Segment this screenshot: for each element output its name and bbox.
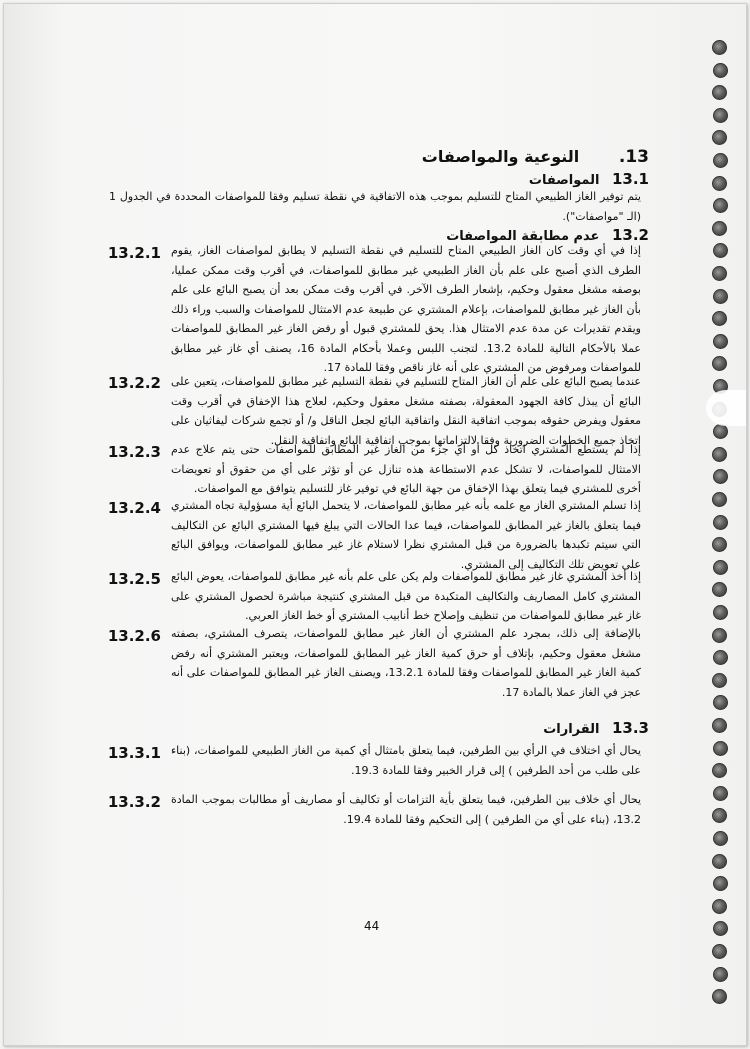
document-page	[3, 3, 747, 1046]
binder-ring	[713, 198, 728, 213]
binder-ring	[713, 741, 728, 756]
binder-ring	[712, 854, 727, 869]
binder-ring	[712, 176, 727, 191]
binder-ring	[712, 311, 727, 326]
binder-ring	[712, 673, 727, 688]
binder-ring	[712, 40, 727, 55]
binder-ring	[713, 424, 728, 439]
binder-ring	[712, 85, 727, 100]
paragraph-13-1: يتم توفير الغاز الطبيعي المتاح للتسليم بموجب هذه الاتفاقية في نقطة تسليم وفقا للمواصفات المحددة في الجدول 1 (الـ "مواصفات").	[109, 190, 641, 223]
binder-ring	[712, 899, 727, 914]
binder-ring	[713, 334, 728, 349]
binder-ring	[713, 515, 728, 530]
binder-ring	[712, 492, 727, 507]
binder-ring	[712, 537, 727, 552]
subsection-title: عدم مطابقة المواصفات	[446, 229, 600, 244]
clause-number: 13.3.1	[107, 744, 161, 762]
subsection-13-1-heading	[109, 170, 649, 188]
binder-ring	[712, 989, 727, 1004]
clause-13-2-5-text: إذا أخذ المشتري غاز غير مطابق للمواصفات ولم يكن على علم بأنه غير مطابق للمواصفات، يعوض البائع المشتري كامل المصاريف والتكاليف المتكبدة من قبل المشتري كنتيجة مباشرة لحصول المشتري على غاز غير مطابق للمواصفات من تنظيف وإصلاح خط أنابيب المشتري أو خط الغاز العربي.	[171, 570, 641, 622]
binder-ring	[713, 786, 728, 801]
binder-ring	[712, 356, 727, 371]
binder-ring	[713, 153, 728, 168]
page-number: 44	[364, 919, 380, 933]
clause-13-2-6-text: بالإضافة إلى ذلك، بمجرد علم المشتري أن الغاز غير مطابق للمواصفات، يتصرف المشتري، بصفته مشغل معقول وحكيم، بإتلاف أو حرق كمية الغاز غير المطابق للمواصفات، ويعتبر المشتري أنه رفض كمية الغاز غير المطابق للمواصفات وفقا للمادة 13.2.1، ويصنف الغاز غير المطابق للمواصفات على أنه عجز في الغاز عملا بالمادة 17.	[171, 627, 641, 699]
binder-ring	[713, 967, 728, 982]
section-title: النوعية والمواصفات	[421, 147, 580, 166]
clause-13-3-2-text: يحال أي خلاف بين الطرفين، فيما يتعلق بأية التزامات أو تكاليف أو مصاريف أو مطالبات بموجب المادة 13.2، (بناء على أي من الطرفين ) إلى التحكيم وفقا للمادة 19.4.	[171, 793, 641, 826]
binder-ring	[713, 243, 728, 258]
clause-number: 13.2.2	[107, 374, 161, 392]
binder-ring	[713, 605, 728, 620]
clause-number: 13.2.5	[107, 570, 161, 588]
binder-ring	[712, 221, 727, 236]
binder-ring	[712, 266, 727, 281]
clause-13-2-3-text: إذا لم يستطع المشتري اتخاذ كل أو أي جزء من الغاز غير المطابق للمواصفات حتى يتم علاج عدم الامتثال للمواصفات، لا تشكل عدم الاستطاعة هذه تنازل عن أو تؤثر على أي من حقوق أو تعويضات أخرى للمشتري فيما يتعلق بهذا الإخفاق من جهة البائع في توفير غاز للتسليم يتوافق مع المواصفات.	[171, 443, 641, 495]
binder-rings	[712, 40, 732, 1040]
punch-hole	[706, 390, 746, 426]
section-heading	[99, 147, 649, 167]
subsection-title: القرارات	[543, 722, 600, 737]
binder-ring	[713, 831, 728, 846]
subsection-13-3-heading	[109, 719, 649, 737]
binder-ring	[713, 108, 728, 123]
binder-ring	[712, 808, 727, 823]
binder-ring	[713, 63, 728, 78]
clause-13-2-2-text: عندما يصبح البائع على علم أن الغاز المتاح للتسليم في نقطة التسليم غير مطابق للمواصفات، يتعين على البائع أن يبذل كافة الجهود المعقولة، بصفته مشغل معقول وحكيم، لعلاج هذا الإخفاق في أقرب وقت معقول ويفرض حقوقه بموجب اتفاقية النقل واتفاقية البائع لجعل الناقل و/ أو تجمع شركات ليفاثيان على اتخاذ جميع الخطوات الضرورية وفقا لالتزاماتها بموجب اتفاقية البائع واتفاقية النقل.	[171, 375, 641, 447]
binder-ring	[713, 469, 728, 484]
binder-ring	[713, 650, 728, 665]
clause-number: 13.2.4	[107, 499, 161, 517]
binder-ring	[712, 944, 727, 959]
binder-ring	[712, 130, 727, 145]
binder-ring	[712, 582, 727, 597]
clause-13-3-1-text: يحال أي اختلاف في الرأي بين الطرفين، فيما يتعلق بامتثال أي كمية من الغاز الطبيعي للمواصفات، (بناء على طلب من أحد الطرفين ) إلى قرار الخبير وفقا للمادة 19.3.	[171, 744, 641, 777]
subsection-number: 13.3	[611, 719, 649, 737]
clause-number: 13.2.6	[107, 627, 161, 645]
clause-number: 13.2.1	[107, 244, 161, 262]
clause-13-2-1-text: إذا في أي وقت كان الغاز الطبيعي المتاح للتسليم في نقطة التسليم لا يطابق لمواصفات الغاز، يقوم الطرف الذي أصبح على علم بأن الغاز الطبيعي غير مطابق للمواصفات، في أقرب وقت ممكن عمليا، بوصفه مشغل معقول وحكيم، بإشعار الطرف الآخر. في أقرب وقت ممكن بعد أن يصبح البائع على علم بأن الغاز غير مطابق للمواصفات، بإعلام المشتري عن طبيعة عدم الامتثال للمواصفات والسبب وراء ذلك ويقدم تقديرات عن مدة عدم الامتثال هذا. يحق للمشتري قبول أو رفض الغاز غير المطابق للمواصفات عملا بالأحكام التالية للمادة 13.2. لتجنب اللبس وعملا بأحكام المادة 16، يصنف أي غاز غير مطابق للمواصفات ومرفوض من المشتري على أنه غاز ناقص وفقا للمادة 17.	[171, 244, 641, 374]
binder-ring	[713, 560, 728, 575]
clause-number: 13.3.2	[107, 793, 161, 811]
binder-ring	[712, 628, 727, 643]
binder-ring	[713, 876, 728, 891]
subsection-number: 13.2	[611, 226, 649, 244]
clause-number: 13.2.3	[107, 443, 161, 461]
subsection-number: 13.1	[611, 170, 649, 188]
subsection-title: المواصفات	[528, 173, 600, 188]
binder-ring	[713, 921, 728, 936]
binder-ring	[713, 695, 728, 710]
binder-ring	[713, 289, 728, 304]
binder-ring	[712, 763, 727, 778]
section-number: 13.	[618, 147, 649, 167]
binder-ring	[712, 447, 727, 462]
binder-ring	[712, 718, 727, 733]
clause-13-2-4-text: إذا تسلم المشتري الغاز مع علمه بأنه غير مطابق للمواصفات، لا يتحمل البائع أية مسؤولية تجاه المشتري فيما يتعلق بالغاز غير المطابق للمواصفات، فيما عدا الحالات التي يبلغ فيها المشتري البائع عن التكاليف التي سيتم تكبدها بالضرورة من قبل المشتري نظرا لاستلام غاز غير مطابق للمواصفات، ويوافق البائع على تعويض تلك التكاليف إلى المشتري.	[171, 499, 641, 571]
